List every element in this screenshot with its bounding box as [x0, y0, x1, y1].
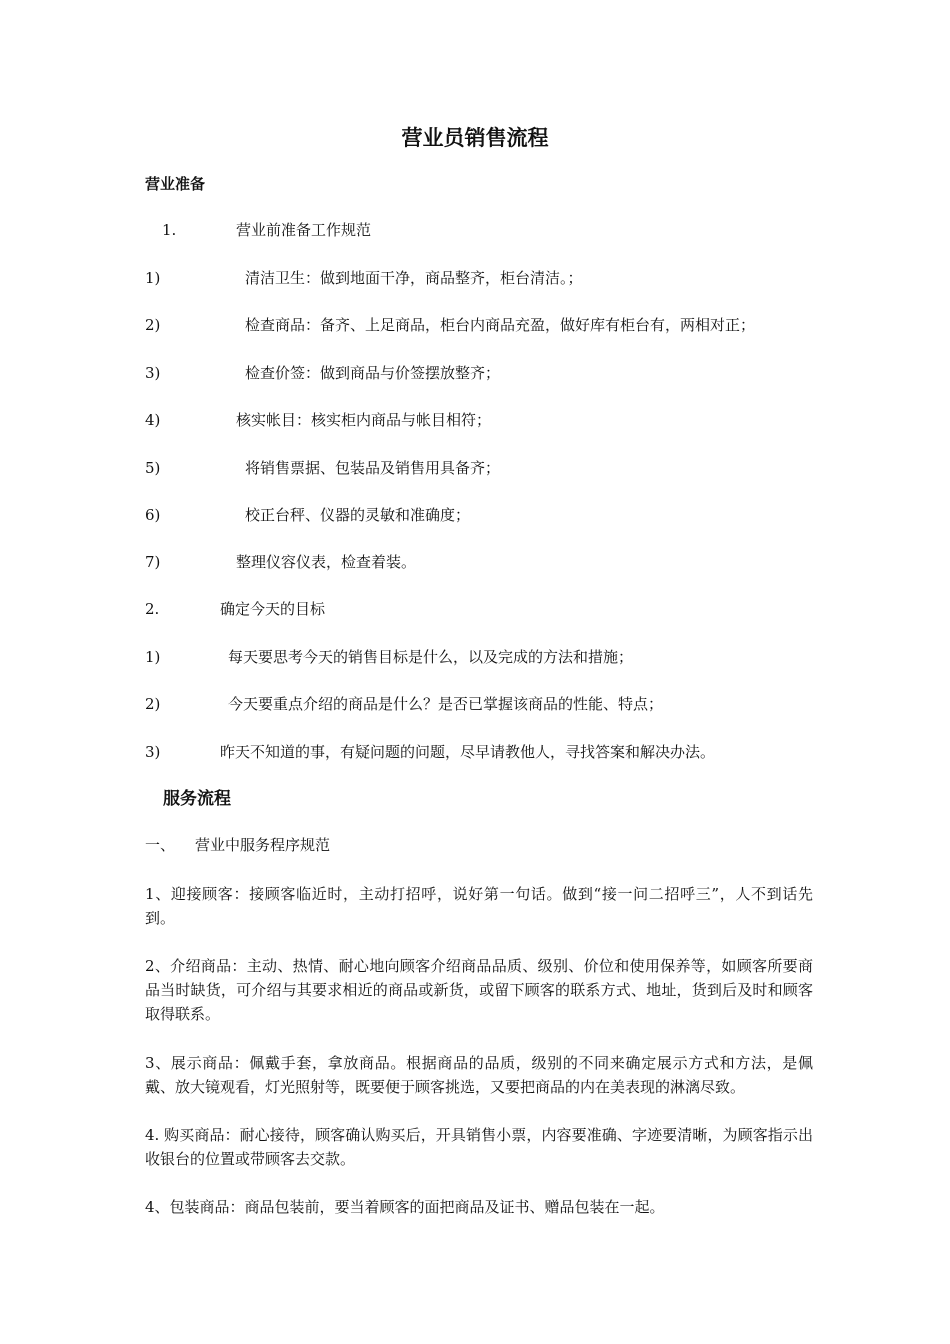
list-item-number: 1): [145, 269, 161, 287]
subsection-text: 确定今天的目标: [220, 600, 326, 618]
paragraph: 3、展示商品：佩戴手套，拿放商品。根据商品的品质，级别的不同来确定展示方式和方法，是佩戴、放大镜观看，灯光照射等，既要便于顾客挑选，又要把商品的内在美表现的淋漓尽致。: [145, 1054, 813, 1096]
subsection-1-heading: [0, 219, 950, 241]
list-item-text: 校正台秤、仪器的灵敏和准确度；: [245, 506, 471, 524]
list-item: [0, 314, 950, 336]
subsection-text: 营业前准备工作规范: [236, 221, 372, 239]
list-item: [0, 551, 950, 573]
subsection-heading: [0, 834, 950, 856]
subsection-2-heading: [0, 598, 950, 620]
list-item-number: 1): [145, 648, 161, 666]
paragraph: 2、介绍商品：主动、热情、耐心地向顾客介绍商品品质、级别、价位和使用保养等，如顾客所要商品当时缺货，可介绍与其要求相近的商品或新货，或留下顾客的联系方式、地址，货到后及时和顾客取得联系。: [145, 957, 813, 1023]
list-item-text: 每天要思考今天的销售目标是什么，以及完成的方法和措施；: [228, 648, 634, 666]
list-item-number: 5): [145, 459, 161, 477]
list-item-number: 2): [145, 316, 161, 334]
paragraph: 4. 购买商品：耐心接待，顾客确认购买后，开具销售小票，内容要准确、字迹要清晰，为顾客指示出收银台的位置或带顾客去交款。: [145, 1126, 813, 1168]
section-heading-service: 服务流程: [163, 789, 231, 809]
list-item: [0, 267, 950, 289]
list-item: [0, 693, 950, 715]
list-item-number: 2): [145, 695, 161, 713]
list-item-text: 核实帐目：核实柜内商品与帐目相符；: [236, 411, 492, 429]
document-title: 营业员销售流程: [401, 126, 549, 150]
list-item-text: 整理仪容仪表，检查着装。: [236, 553, 417, 571]
list-item: [0, 362, 950, 384]
paragraph: 4、包装商品：商品包装前，要当着顾客的面把商品及证书、赠品包装在一起。: [145, 1198, 665, 1216]
list-item-text: 检查价签：做到商品与价签摆放整齐；: [245, 364, 501, 382]
list-item-text: 将销售票据、包装品及销售用具备齐；: [245, 459, 501, 477]
subsection-text: 营业中服务程序规范: [195, 836, 331, 854]
subsection-number: 一、: [145, 836, 176, 854]
list-item-text: 昨天不知道的事，有疑问题的问题，尽早请教他人，寻找答案和解决办法。: [220, 743, 716, 761]
list-item-text: 检查商品：备齐、上足商品，柜台内商品充盈，做好库有柜台有，两相对正；: [245, 316, 756, 334]
list-item-number: 6): [145, 506, 161, 524]
list-item-number: 4): [145, 411, 161, 429]
subsection-number: 2.: [145, 600, 160, 618]
list-item: [0, 409, 950, 431]
list-item: [0, 646, 950, 668]
paragraph: 1、迎接顾客：接顾客临近时，主动打招呼，说好第一句话。做到“接一问二招呼三”，人不到话先到。: [145, 885, 813, 927]
list-item-text: 今天要重点介绍的商品是什么？是否已掌握该商品的性能、特点；: [228, 695, 664, 713]
subsection-number: 1.: [162, 221, 177, 239]
list-item-text: 清洁卫生：做到地面干净，商品整齐，柜台清洁。；: [245, 269, 583, 287]
list-item-number: 7): [145, 553, 161, 571]
section-heading-preparation: 营业准备: [145, 175, 206, 193]
list-item: [0, 457, 950, 479]
list-item-number: 3): [145, 743, 161, 761]
list-item: [0, 504, 950, 526]
list-item-number: 3): [145, 364, 161, 382]
list-item: [0, 741, 950, 763]
